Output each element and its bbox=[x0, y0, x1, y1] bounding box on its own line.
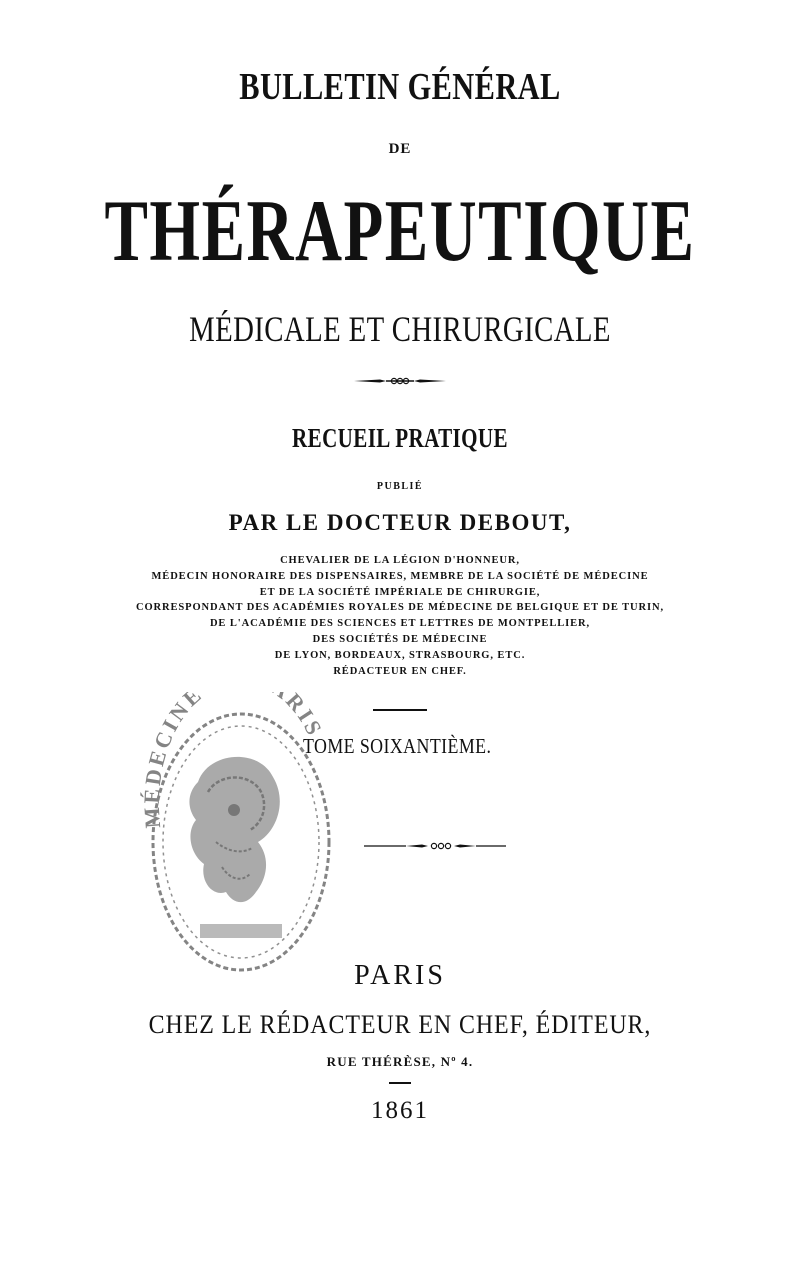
credit-line: ET DE LA SOCIÉTÉ IMPÉRIALE DE CHIRURGIE, bbox=[259, 586, 541, 598]
author-credits bbox=[0, 553, 800, 679]
title-line-therapeutique: THÉRAPEUTIQUE bbox=[104, 183, 696, 280]
credit-line: MÉDECIN HONORAIRE DES DISPENSAIRES, MEMBRE DE LA SOCIÉTÉ DE MÉDECINE bbox=[151, 570, 649, 582]
credit-line: CHEVALIER DE LA LÉGION D'HONNEUR, bbox=[280, 555, 520, 566]
title-line-de: DE bbox=[388, 141, 412, 157]
credit-line: RÉDACTEUR EN CHEF. bbox=[333, 665, 467, 677]
divider-rule bbox=[373, 709, 427, 711]
publie-label: PUBLIÉ bbox=[376, 481, 424, 492]
imprint-address: RUE THÉRÈSE, Nº 4. bbox=[326, 1054, 474, 1069]
credit-line: DE L'ACADÉMIE DES SCIENCES ET LETTRES DE MONTPELLIER, bbox=[209, 618, 591, 630]
divider-rule bbox=[389, 1082, 411, 1084]
title-line-medicale: MÉDICALE ET CHIRURGICALE bbox=[189, 309, 611, 349]
credit-line: CORRESPONDANT DES ACADÉMIES ROYALES DE MÉDECINE DE BELGIQUE ET DE TURIN, bbox=[136, 602, 664, 614]
credit-line: DES SOCIÉTÉS DE MÉDECINE bbox=[312, 633, 488, 645]
volume-label: TOME SOIXANTIÈME. bbox=[303, 734, 492, 758]
title-line-bulletin: BULLETIN GÉNÉRAL bbox=[239, 66, 561, 108]
ornament-divider-icon bbox=[0, 841, 800, 851]
subtitle: RECUEIL PRATIQUE bbox=[292, 423, 508, 453]
ornament-divider-icon bbox=[0, 376, 800, 386]
imprint-city: PARIS bbox=[354, 960, 446, 991]
svg-text:MÉDECINE DE PARIS: MÉDECINE RIS bbox=[138, 692, 329, 829]
imprint-year: 1861 bbox=[371, 1097, 429, 1124]
imprint-publisher: CHEZ LE RÉDACTEUR EN CHEF, ÉDITEUR, bbox=[148, 1010, 652, 1039]
author-line: PAR LE DOCTEUR DEBOUT, bbox=[228, 510, 572, 535]
credit-line: DE LYON, BORDEAUX, STRASBOURG, ETC. bbox=[274, 649, 526, 661]
